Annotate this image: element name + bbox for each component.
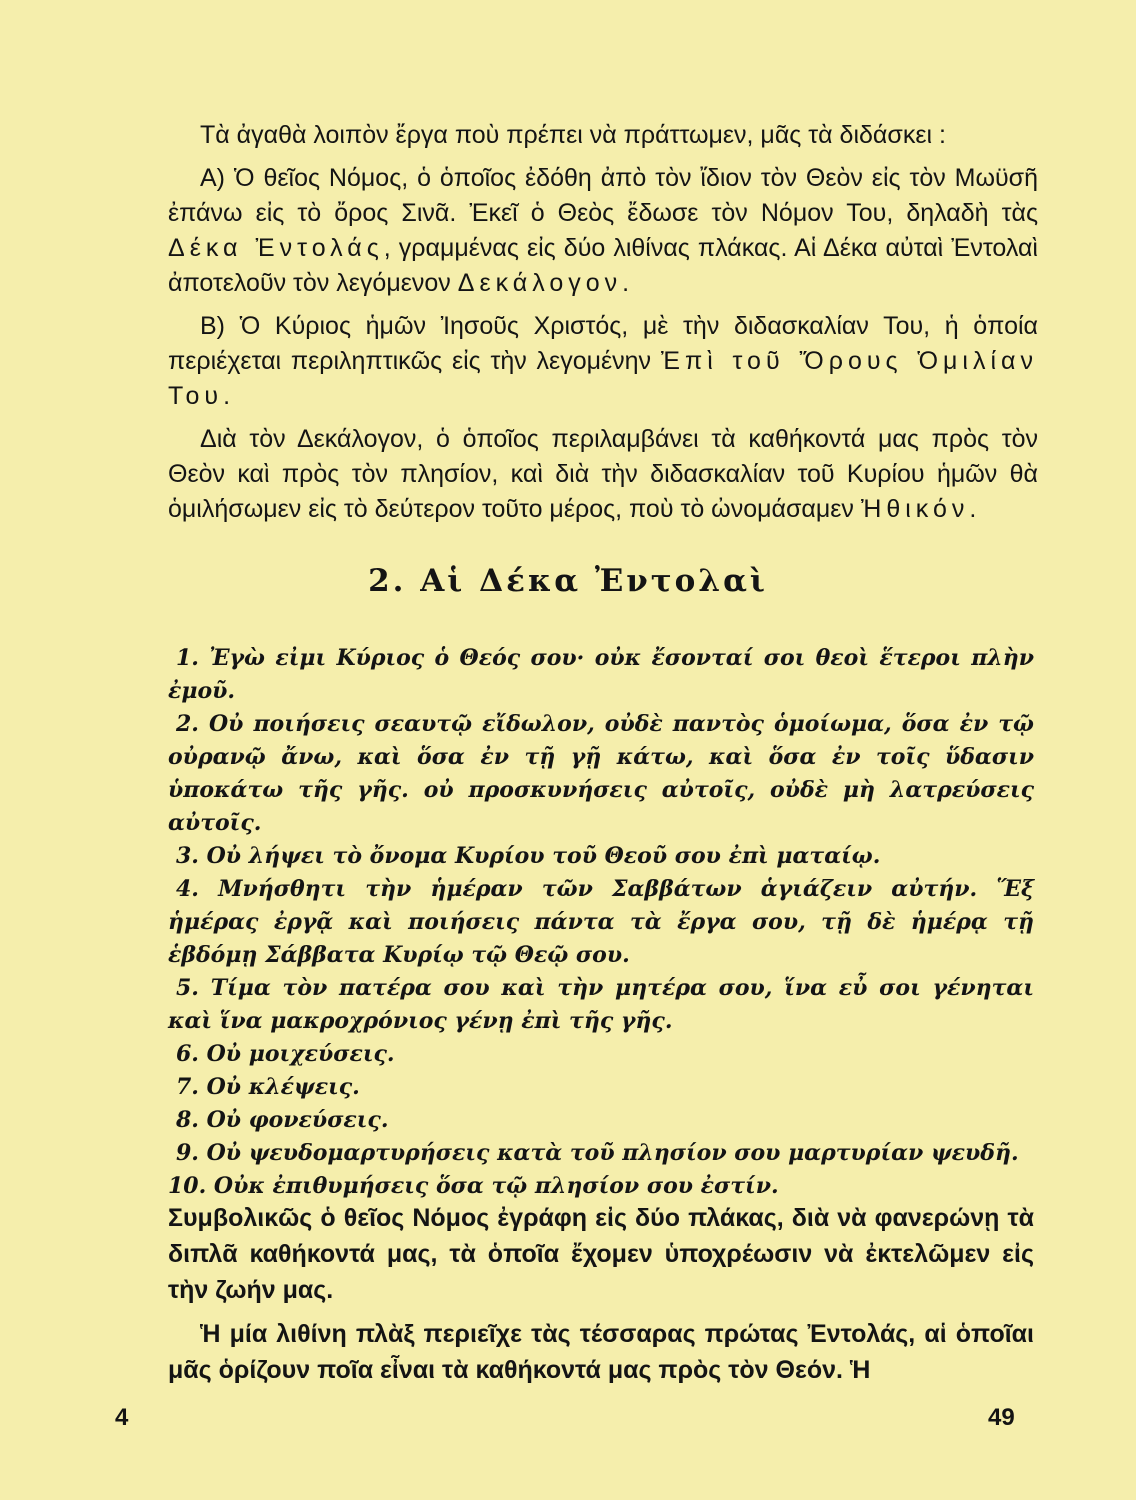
commandment-4: 4. Μνήσθητι τὴν ἡμέραν τῶν Σαββάτων ἁγιάζειν αὐτήν. Ἕξ ἡμέρας ἐργᾷ καὶ ποιήσεις πάντα τὰ ἔργα σου, τῇ δὲ ἡμέρᾳ τῇ ἑβδόμῃ Σάββατα Κυρίῳ τῷ Θεῷ σου. [168, 876, 1034, 968]
bleed-through-text [120, 96, 126, 122]
commandment-10: 10. Οὐκ ἐπιθυμήσεις ὅσα τῷ πλησίον σου ἐστίν. [168, 1173, 779, 1199]
spaced-deka-entolas: Δέκα Ἐντολάς [168, 234, 384, 262]
paragraph-a-rest: , γραμμένας εἰς δύο λιθίνας πλάκας. Αἱ Δέκα αὐταὶ Ἐντολαὶ ἀποτελοῦν τὸν λεγόμενον [168, 234, 1038, 297]
commandments-list [168, 642, 1034, 1203]
commandment-5: 5. Τίμα τὸν πατέρα σου καὶ τὴν μητέρα σου, ἵνα εὖ σοι γένηται καὶ ἵνα μακροχρόνιος γένῃ ἐπὶ τῆς γῆς. [168, 975, 1034, 1034]
commandment-1: 1. Ἐγὼ εἰμι Κύριος ὁ Θεός σου· οὐκ ἔσονταί σοι θεοὶ ἕτεροι πλὴν ἐμοῦ. [168, 645, 1034, 704]
closing-text-block [168, 1200, 1034, 1396]
paragraph-intro-text: Τὰ ἀγαθὰ λοιπὸν ἔργα ποὺ πρέπει νὰ πράττωμεν, μᾶς τὰ διδάσκει : [200, 121, 946, 149]
period: . [223, 382, 231, 410]
period: . [969, 495, 977, 523]
commandment-8: 8. Οὐ φονεύσεις. [176, 1107, 389, 1133]
paragraph-a-text: Α) Ὁ θεῖος Νόμος, ὁ ὁποῖος ἐδόθη ἀπὸ τὸν ἴδιον τὸν Θεὸν εἰς τὸν Μωϋσῆ ἐπάνω εἰς τὸ ὄρος Σινᾶ. Ἐκεῖ ὁ Θεὸς ἔδωσε τὸν Νόμον Του, δηλαδὴ τὰς [168, 164, 1038, 227]
page-number: 49 [988, 1404, 1015, 1431]
spaced-epi-tou-orous: Ἐπὶ τοῦ Ὄρους Ὁμιλίαν Του [168, 347, 1038, 410]
paragraph-b-text: Β) Ὁ Κύριος ἡμῶν Ἰησοῦς Χριστός, μὲ τὴν διδασκαλίαν Του, ἡ ὁποία περιέχεται περιληπτικῶς εἰς τὴν λεγομένην [168, 312, 1038, 375]
period: . [622, 269, 630, 297]
commandment-6: 6. Οὐ μοιχεύσεις. [176, 1041, 395, 1067]
footer-signature-number: 4 [115, 1404, 129, 1431]
commandment-2: 2. Οὐ ποιήσεις σεαυτῷ εἴδωλον, οὐδὲ παντὸς ὁμοίωμα, ὅσα ἐν τῷ οὐρανῷ ἄνω, καὶ ὅσα ἐν τῇ γῇ κάτω, καὶ ὅσα ἐν τοῖς ὕδασιν ὑποκάτω τῆς γῆς. οὐ προσκυνήσεις αὐτοῖς, οὐδὲ μὴ λατρεύσεις αὐτοῖς. [168, 711, 1034, 836]
spaced-dekalogon: Δεκάλογον [457, 269, 623, 297]
paragraph-dekalogos [168, 422, 1038, 527]
paragraph-b [168, 309, 1038, 414]
spaced-ithikon: Ἠθικόν [860, 495, 970, 523]
commandment-9: 9. Οὐ ψευδομαρτυρήσεις κατὰ τοῦ πλησίον σου μαρτυρίαν ψευδῆ. [176, 1140, 1019, 1166]
paragraph-dekalogos-text: Διὰ τὸν Δεκάλογον, ὁ ὁποῖος περιλαμβάνει τὰ καθήκοντά μας πρὸς τὸν Θεὸν καὶ πρὸς τὸν πλησίον, καὶ διὰ τὴν διδασκαλίαν τοῦ Κυρίου ἡμῶν θὰ ὁμιλήσωμεν εἰς τὸ δεύτερον τοῦτο μέρος, ποὺ τὸ ὠνομάσαμεν [168, 425, 1038, 523]
paragraph-a [168, 161, 1038, 301]
commandment-7: 7. Οὐ κλέψεις. [176, 1074, 360, 1100]
paragraph-symbolic: Συμβολικῶς ὁ θεῖος Νόμος ἐγράφη εἰς δύο πλάκας, διὰ νὰ φανερώνῃ τὰ διπλᾶ καθήκοντά μας, τὰ ὁποῖα ἔχομεν ὑποχρέωσιν νὰ ἐκτελῶμεν εἰς τὴν ζωήν μας. [168, 1204, 1034, 1304]
commandment-3: 3. Οὐ λήψει τὸ ὄνομα Κυρίου τοῦ Θεοῦ σου ἐπὶ ματαίῳ. [176, 843, 881, 869]
paragraph-first-tablet: Ἡ μία λιθίνη πλὰξ περιεῖχε τὰς τέσσαρας πρώτας Ἐντολάς, αἱ ὁποῖαι μᾶς ὁρίζουν ποῖα εἶναι τὰ καθήκοντά μας πρὸς τὸν Θεόν. Ἡ [168, 1320, 1034, 1384]
section-title: 2. Αἱ Δέκα Ἐντολαὶ [368, 563, 768, 599]
paragraph-intro [168, 118, 1038, 153]
intro-text-block [168, 118, 1038, 535]
